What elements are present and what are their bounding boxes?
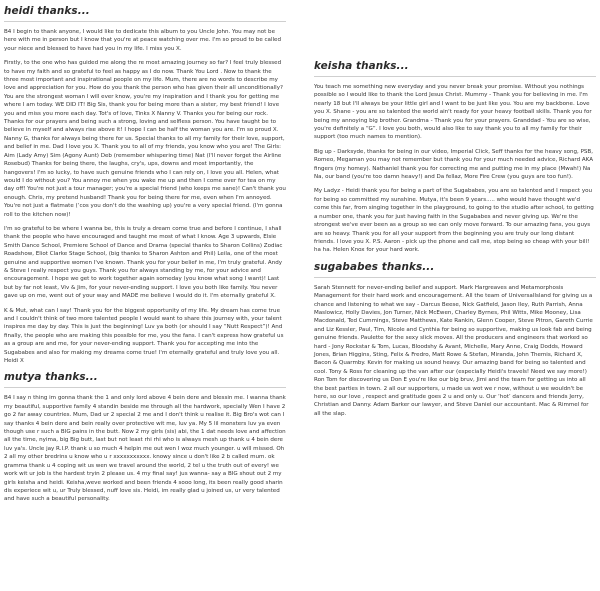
- mutya-heading: mutya thanks...: [4, 371, 98, 384]
- heidi-paragraph-4: K & Mut, what can I say! Thank you for the biggest opportunity of my life. My dream has come true and I couldn't think of two more talented people I would want to share this journey with, your talent inspires me day by day. This is just the beginning! Luv ya both (or should I say “Nutt Respect”)! And finally, the people who are making this possible for me, you the fans. I can't express how grateful us as a group are and me, for your never-ending support. Thank you for accepting me into the Sugababes and also for making my dreams come true! I'm eternally grateful and truly love you all. Heidi X: [4, 307, 284, 365]
- right-column: [314, 60, 596, 424]
- mutya-paragraph-1: B4 I say n thing im gonna thank the 1 and only lord above 4 bein dere and blessin me. I wanna thank my beautiful, supportive family 4 standin beside me through all the hardwork, specially Wen I have 2 go 2 far away countries. Mum, Dad ur 2 special 2 me and I don't think u realise it. Big Bro's wot can I say thanks 4 bein dere and bein really over protective wit me, luv ya. My 5 lil monsters luv ya even though use r such a BIG pains in the butt. Now 2 my girls (sis) abi, the 1 dat needs love and affection all the time, nyima, big Big butt, last but not least rhi rhi who is always mesh up thank u 4 bein dere luv ya's. Uncle jay R.I.P. thank u so much 4 helpin me out wen I woz much younger. u will missed. Oh 2 all my other bredrins u know who u r xxxxxxxxxxx. knowy since u don't like 2 b called mum. ok gramma thank u 4 coping wit us wen we travel around the world, 2 tel u the truth out of every! we work wit ur job is the hardest tryin 2 please us. 4 my final say! jus wanna- say a BIG shout out 2 my girls keisha and heidi. Keisha,weve worked and been friends 4 sooo long, its been really good sharin dis experiece wit u, ur Truly blessed, nuff love sis. Heidi, im really glad u joined us, ur very talented and have such a beautiful personality.: [4, 395, 286, 503]
- sugababes-paragraph-1: Sarah Stennett for never-ending belief and support. Mark Hargreaves and Metamorphosis Management for their hard work and encouragement. All the team of UniversalIsland for giving us a chance and listening to what we say - Darcus Beese, Nick Gatfield, Jason Iley, Ruth Parrish, Anna Maslowicz, Holly Davies, Jon Turner, Nick McEwen, Charley Byrnes, Phil Witts, Mike Mooney, Lisa Macdonald, Ted Cummings, Steve Matthews, Kate Rankin, Glenn Cooper, Steve Pitron, Gareth Currie and Liz Kessler, Paul, Tim, Nicole and Cynthia for being so supportive, making us look fab and being genuine friends. Paulette for the sexy slick moves. All the producers and engineers that worked so hard - Jony Rockstar & Tom, Lucas, Bloodshy & Avant, Michelle, Mary Anne, Craig Dodds, Howard Jones, Brian Higgins, Sting, Felix & Fredro, Matt Rowe & Stefan, Miranda, John Themis, Richard X, Bacon & Quarmby. Kevin for making us sound heavy. Our amazing band for being so talented and cool. Tony & Ross for cleaning up the van after our (especially Heidi's travels! Need we say more!) Ron Tom for discovering us Don E you're like our big bruv, Jimi and the team for getting us into all the best parties in town. 2 all our supporters, u made us wot we r now, without u we wouldn't be here, so our love , respect and gratitude goes 2 u and only u. Our ‘hot’ dancers and friends Jerry, Christian and Danny. Adam Barker our lawyer, and Steve Daniel our accountant. Mac & Rimmel for all the slap.: [314, 284, 593, 417]
- sugababes-heading: sugababes thanks...: [314, 260, 435, 273]
- heidi-paragraph-1: B4 I begin to thank anyone, I would like to dedicate this album to you Uncle John. You may not be here with me in person but I know that you're at peace watching over me. I'm so proud to be called your niece and blessed to have had you in my life. I miss you X.: [4, 29, 281, 52]
- heidi-paragraph-3: I'm so grateful to be where I wanna be, this is truly a dream come true and before I continue, I shall thank the people who have encouraged and taught me most of what I know. Age 3 upwards, Elsie Smith Dance School, Premiere School of Dance and Drama (special thanks to Sharon Collins) Zodiac Roadshow, Eliot Clarke Stage School, (big thanks to Sharon Ashton and Phil) Leila, one of the most genuine and supportive women I've known. Thank you for your belief in me, I'm truly grateful. Andy & Steve I really respect you guys. Thank you for always standing by me, for your advice and encouragement. I hope we get to work together again someday (you know what song I want)! Last but by far not least, Viv & Jim, for your never-ending support. I love you both like family. You never gave up on me, went out of your way and MADE me believe I would do it. I'm eternally grateful X.: [4, 225, 283, 300]
- divider: [314, 76, 596, 77]
- divider: [4, 21, 286, 22]
- keisha-heading: keisha thanks...: [314, 60, 409, 72]
- divider: [314, 277, 596, 278]
- divider: [4, 387, 286, 388]
- heidi-heading: heidi thanks...: [4, 5, 90, 17]
- left-column: [4, 5, 286, 510]
- keisha-paragraph-3: My Ladyz - Heidi thank you for being a part of the Sugababes, you are so talented and I respect you for being so committed my sunshine. Mutya, it's been 9 years..... who would have thought we'd come this far, from singing together in the playground, to going to the studio after school, to getting a number one, thank you for just having faith in the Sugababes and never giving up. We're the strongest we've ever been as a group so we can only move forward. To our amazing fans, you guys are so heavy. Thank you for all your support from the beginning you are truly our long distant friends. I love you X. P.S. Aaron - pick up the phone and call me, stop being so cheap with your bill! ha ha. Helen Knox for your hard work.: [314, 188, 594, 254]
- heidi-paragraph-2: Firstly, to the one who has guided me along the re most amazing journey so far? I feel truly blessed to have my faith and so grateful to feel as happy as I do now. Thank You Lord . Now to thank the three most important and inspirational people on my life. Mum, there are no words to describe my love and appreciation for you. How do you thank the person who has given their all unconditionally? You are the strongest woman I will ever know, you're my inspiration and I thank you for getting me where I am today. WE DID IT! Big Sis, thank you for being more than a sister, my best friend! I love you and miss you more each day. Tot's of love, Tinks X Nanny V. Thanks you for being our rock. Thanks for our prayers and being such a strong, loving and selfless person. You have taught be to believe in myself and always rise above it! I hope I can be half the woman you are. I'm so proud X. Nanny G, thanks for always being there for us. Special thanks to all my family for their love, support, and belief in me. Dad I love you X. Thank you to all of my friends, you know who you are! The Girls: Aim (Lady Amy) Sim (Agony Aunt) Deb (remember whispering time) Nat (I'll never forget the Airline Rosebud) Thanks for being there, the laughs, cry's, ups, downs and most importantly, the hangovers! I'm so lucky, to have such genuine friends who I can rely on, I love you all. Helen, what would I do without you? You annoy me when you wake me up and then I come over for tea on my day off! You're not just a tour manager; you're a special friend (who keeps me sane)! Can't thank you enough. Chris, my pretend husband! Thank you for being there for me, even when I'm annoyed. You're not just a flatmate (‘cos you don't do the washing up) you're a very special friend. (I'm gonna roll to the kitchen now)!: [4, 60, 286, 218]
- keisha-paragraph-1: You teach me something new everyday and you never break your promise. Without you nothings possible so I would like to thank the Lord Jesus Christ. Mummy - Thank you for believing in me. I'm nearly 18 but I'll always be your little girl and I want to be just like you. You are my backbone. Love you X. Shane - you are so talented the world ain't ready for your heavy football skills. Thank you for being my annoying big brother. Grandma - Thank you for your prayers. Granddad - You are so wise, you're definitely a “G”. I love you both, would also like to say thank you to all my family for their support (too much names to mention).: [314, 84, 592, 141]
- keisha-paragraph-2: Big up - Darksyde, thanks for being in our video, Imperial Click, Seff thanks for the heavy song, PSB, Romeo, Megaman you may not remember but thank you for your much needed advice, Richard AKA fingers (my homey). Nathaniel thank you for correcting me and putting me in my place (Mwah!) Na Na, our band (you're too damn heavy!) and Da fellaz, More Fire Crew (you guys are too fun!).: [314, 148, 593, 181]
